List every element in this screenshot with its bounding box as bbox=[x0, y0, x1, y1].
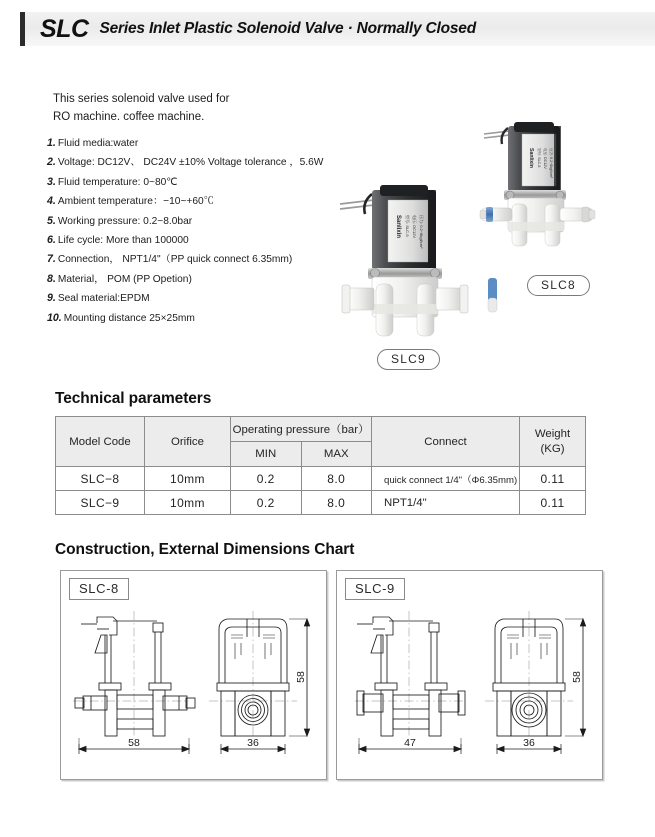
cell-orifice: 10mm bbox=[145, 467, 231, 491]
spec-number: 2. bbox=[47, 156, 56, 169]
spec-text: Connection， NPT1/4"（PP quick connect 6.35mm) bbox=[57, 254, 293, 266]
drawing-panel-slc8 bbox=[60, 570, 327, 780]
spec-text: Material， POM (PP Opetion) bbox=[57, 273, 192, 285]
spec-number: 10. bbox=[47, 311, 62, 324]
spec-number: 5. bbox=[47, 214, 56, 227]
cell-connect: NPT1/4" bbox=[372, 491, 520, 515]
spec-text: Mounting distance 25×25mm bbox=[63, 312, 195, 324]
dim-width-slc9: 47 bbox=[404, 737, 416, 749]
svg-text:型号: SLC-9: 型号: SLC-9 bbox=[405, 215, 410, 237]
col-header-connect: Connect bbox=[372, 417, 520, 467]
svg-text:电压: DC12V: 电压: DC12V bbox=[412, 215, 417, 239]
spec-item bbox=[47, 270, 347, 289]
spec-item bbox=[47, 231, 347, 250]
drawing-canvas-slc8 bbox=[61, 597, 326, 779]
cell-min: 0.2 bbox=[231, 467, 302, 491]
product-photo-slc9 bbox=[338, 180, 508, 355]
dim-height-slc9: 58 bbox=[571, 671, 583, 683]
page-header-band bbox=[20, 12, 655, 46]
spec-text: Working pressure: 0.2~8.0bar bbox=[57, 215, 193, 227]
spec-item bbox=[47, 289, 347, 308]
spec-item bbox=[47, 212, 347, 231]
drawing-label-slc8: SLC-8 bbox=[69, 578, 129, 600]
svg-text:电压: DC12V: 电压: DC12V bbox=[543, 148, 547, 169]
col-header-max: MAX bbox=[301, 442, 372, 467]
spec-number: 1. bbox=[47, 137, 56, 149]
col-header-model: Model Code bbox=[56, 417, 145, 467]
svg-text:压力: 0.2~8kgf/cm²: 压力: 0.2~8kgf/cm² bbox=[549, 148, 553, 179]
spec-text: Ambient temperature：−10~+60℃ bbox=[57, 196, 214, 208]
page-title: Series Inlet Plastic Solenoid Valve · Normally Closed bbox=[99, 20, 476, 37]
spec-number: 4. bbox=[47, 195, 56, 208]
specification-list bbox=[47, 134, 347, 328]
drawing-label-slc9: SLC-9 bbox=[345, 578, 405, 600]
cell-min: 0.2 bbox=[231, 491, 302, 515]
cell-max: 8.0 bbox=[301, 467, 372, 491]
spec-number: 8. bbox=[47, 272, 56, 285]
cell-model: SLC−9 bbox=[56, 491, 145, 515]
header-accent-bar bbox=[20, 12, 25, 46]
intro-line-2: RO machine. coffee machine. bbox=[53, 111, 205, 123]
svg-text:压力: 0.2~8kgf/cm²: 压力: 0.2~8kgf/cm² bbox=[419, 215, 424, 249]
cell-orifice: 10mm bbox=[145, 491, 231, 515]
dim-width-slc8: 58 bbox=[128, 737, 140, 749]
col-header-weight-line2: (KG) bbox=[540, 442, 565, 455]
spec-text: Seal material:EPDM bbox=[57, 293, 150, 305]
drawing-canvas-slc9 bbox=[337, 597, 602, 779]
table-body bbox=[56, 467, 586, 515]
drawing-panel-slc9 bbox=[336, 570, 603, 780]
svg-text:Sanlixin: Sanlixin bbox=[395, 215, 401, 239]
cell-connect: quick connect 1/4"（Φ6.35mm) bbox=[372, 467, 520, 491]
dim-height-slc8: 58 bbox=[295, 671, 307, 683]
spec-text: Voltage: DC12V、 DC24V ±10% Voltage tolerance ，5.6W bbox=[57, 157, 324, 169]
table-header bbox=[56, 417, 586, 467]
spec-item bbox=[47, 134, 347, 153]
dim-depth-slc8: 36 bbox=[247, 737, 259, 749]
cell-max: 8.0 bbox=[301, 491, 372, 515]
svg-text:Sanlixin: Sanlixin bbox=[528, 148, 534, 168]
col-header-weight bbox=[520, 417, 586, 467]
col-header-weight-line1: Weight bbox=[534, 427, 571, 440]
technical-parameters-table bbox=[55, 416, 586, 515]
cell-weight: 0.11 bbox=[520, 491, 586, 515]
section-title-technical: Technical parameters bbox=[55, 390, 212, 407]
cell-weight: 0.11 bbox=[520, 467, 586, 491]
svg-text:型号: SLC-8: 型号: SLC-8 bbox=[537, 148, 541, 168]
dim-depth-slc9: 36 bbox=[523, 737, 535, 749]
col-header-orifice: Orifice bbox=[145, 417, 231, 467]
spec-item bbox=[47, 250, 347, 269]
spec-text: Fluid temperature: 0~80℃ bbox=[57, 176, 178, 188]
col-header-min: MIN bbox=[231, 442, 302, 467]
spec-number: 7. bbox=[47, 253, 56, 266]
spec-number: 9. bbox=[47, 292, 56, 305]
table-row bbox=[56, 467, 586, 491]
brand-title: SLC bbox=[40, 14, 89, 43]
table-row bbox=[56, 491, 586, 515]
intro-line-1: This series solenoid valve used for bbox=[53, 93, 230, 105]
intro-text bbox=[53, 90, 229, 126]
spec-text: Fluid media:water bbox=[57, 138, 139, 149]
spec-item bbox=[47, 173, 347, 192]
caption-slc8: SLC8 bbox=[527, 275, 590, 296]
caption-slc9: SLC9 bbox=[377, 349, 440, 370]
spec-item bbox=[47, 309, 347, 328]
col-header-pressure-group: Operating pressure（bar） bbox=[231, 417, 372, 442]
spec-item bbox=[47, 192, 347, 211]
cell-model: SLC−8 bbox=[56, 467, 145, 491]
spec-number: 6. bbox=[47, 234, 56, 247]
section-title-construction: Construction, External Dimensions Chart bbox=[55, 541, 355, 558]
spec-text: Life cycle: More than 100000 bbox=[57, 235, 189, 247]
spec-number: 3. bbox=[47, 175, 56, 188]
spec-item bbox=[47, 153, 347, 172]
